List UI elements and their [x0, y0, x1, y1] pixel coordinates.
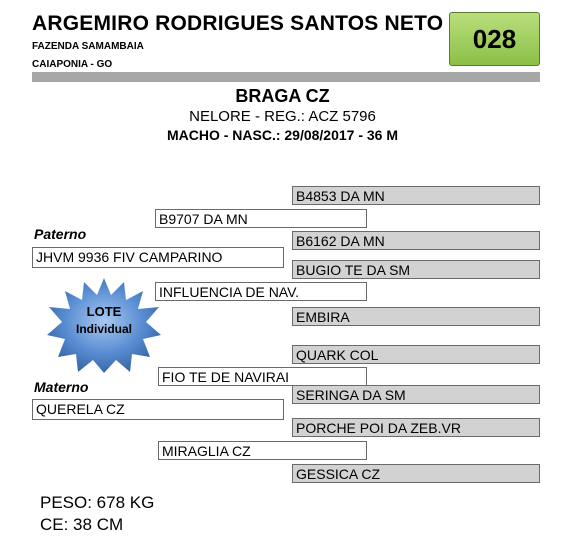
badge-line2: Individual [75, 322, 133, 336]
breed-registration: NELORE - REG.: ACZ 5796 [189, 108, 376, 125]
maternal-granddam-sire: PORCHE POI DA ZEB.VR [292, 418, 540, 437]
header-divider [32, 72, 540, 82]
scrotal-circumference: CE: 38 CM [40, 515, 124, 534]
weight-value: PESO: 678 KG [40, 493, 155, 512]
maternal-granddam-dam: GESSICA CZ [292, 464, 540, 483]
paternal-grandsire-sire: B4853 DA MN [292, 186, 540, 205]
owner-name: ARGEMIRO RODRIGUES SANTOS NETO [32, 12, 444, 35]
dam: QUERELA CZ [32, 399, 284, 420]
paternal-granddam-sire: BUGIO TE DA SM [292, 260, 540, 279]
lot-number-badge: 028 [449, 12, 540, 66]
maternal-grandsire: FIO TE DE NAVIRAI [158, 367, 367, 386]
paternal-label: Paterno [34, 226, 87, 242]
paternal-granddam-dam: EMBIRA [292, 307, 540, 326]
animal-name: BRAGA CZ [235, 86, 330, 106]
paternal-granddam: INFLUENCIA DE NAV. [155, 282, 367, 301]
sire: JHVM 9936 FIV CAMPARINO [32, 247, 284, 268]
farm-name: FAZENDA SAMAMBAIA [32, 41, 144, 52]
maternal-label: Materno [34, 379, 89, 395]
sex-birth-date: MACHO - NASC.: 29/08/2017 - 36 M [166, 127, 399, 143]
paternal-grandsire: B9707 DA MN [155, 209, 367, 228]
city-state: CAIAPONIA - GO [32, 59, 113, 70]
lot-individual-badge [46, 277, 162, 373]
maternal-granddam: MIRAGLIA CZ [158, 441, 367, 460]
maternal-grandsire-dam: SERINGA DA SM [292, 385, 540, 404]
paternal-grandsire-dam: B6162 DA MN [292, 231, 540, 250]
maternal-grandsire-sire: QUARK COL [292, 345, 540, 364]
badge-line1: LOTE [86, 304, 122, 319]
